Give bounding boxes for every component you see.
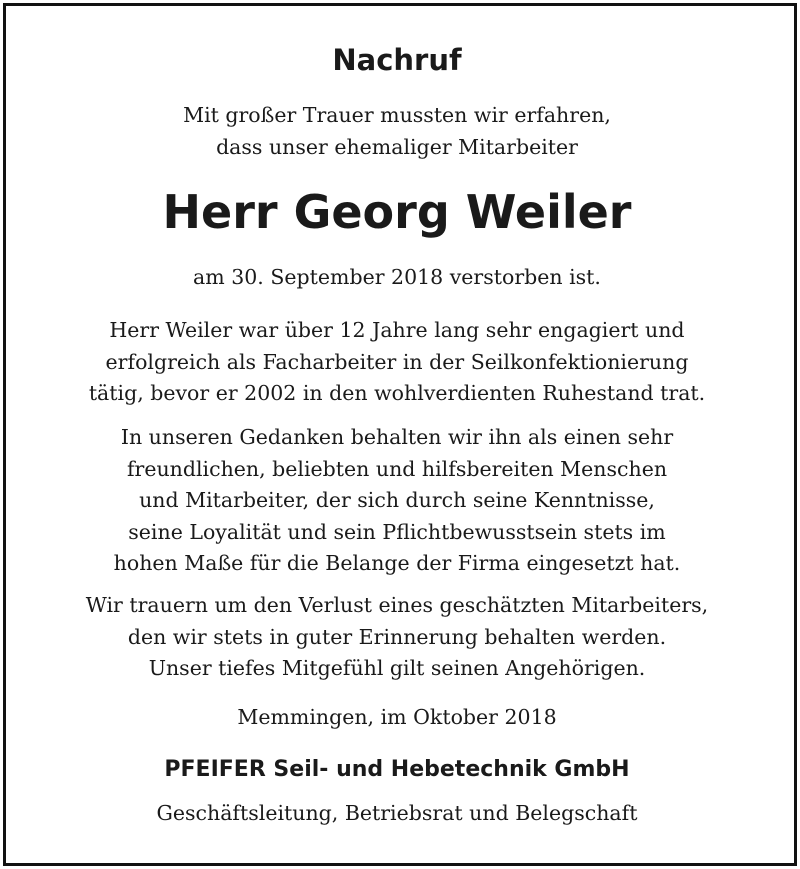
signatories-line xyxy=(0,798,794,830)
death-date-line xyxy=(0,262,794,294)
memory-paragraph xyxy=(0,422,794,580)
paragraph-line: Herr Weiler war über 12 Jahre lang sehr engagiert und xyxy=(109,318,685,342)
paragraph-line: freundlichen, beliebten und hilfsbereiten Menschen xyxy=(126,456,668,481)
paragraph-line: erfolgreich als Facharbeiter in der Seilkonfektionierung xyxy=(105,349,689,374)
place-date-line xyxy=(0,702,794,734)
death-date-text: am 30. September 2018 verstorben ist. xyxy=(193,265,601,289)
career-paragraph xyxy=(0,315,794,410)
deceased-name: Herr Georg Weiler xyxy=(162,185,632,239)
paragraph-line: Unser tiefes Mitgefühl gilt seinen Angehörigen. xyxy=(148,656,646,680)
notice-title: Nachruf xyxy=(332,43,462,77)
intro-text xyxy=(0,100,794,163)
signatories-text: Geschäftsleitung, Betriebsrat und Belegschaft xyxy=(156,801,638,825)
paragraph-line: Wir trauern um den Verlust eines geschätzten Mitarbeiters, xyxy=(85,593,709,617)
paragraph-line: und Mitarbeiter, der sich durch seine Kenntnisse, xyxy=(139,488,655,512)
intro-line: Mit großer Trauer mussten wir erfahren, xyxy=(183,103,611,127)
place-date-text: Memmingen, im Oktober 2018 xyxy=(237,705,557,729)
paragraph-line: den wir stets in guter Erinnerung behalten werden. xyxy=(127,624,667,649)
paragraph-line: seine Loyalität und sein Pflichtbewusstsein stets im xyxy=(128,519,666,544)
paragraph-line: tätig, bevor er 2002 in den wohlverdienten Ruhestand trat. xyxy=(88,381,706,405)
paragraph-line: hohen Maße für die Belange der Firma eingesetzt hat. xyxy=(113,551,681,575)
company-name: PFEIFER Seil- und Hebetechnik GmbH xyxy=(164,757,630,782)
paragraph-line: In unseren Gedanken behalten wir ihn als einen sehr xyxy=(120,425,674,449)
intro-line: dass unser ehemaliger Mitarbeiter xyxy=(216,134,578,159)
condolence-paragraph xyxy=(0,590,794,685)
